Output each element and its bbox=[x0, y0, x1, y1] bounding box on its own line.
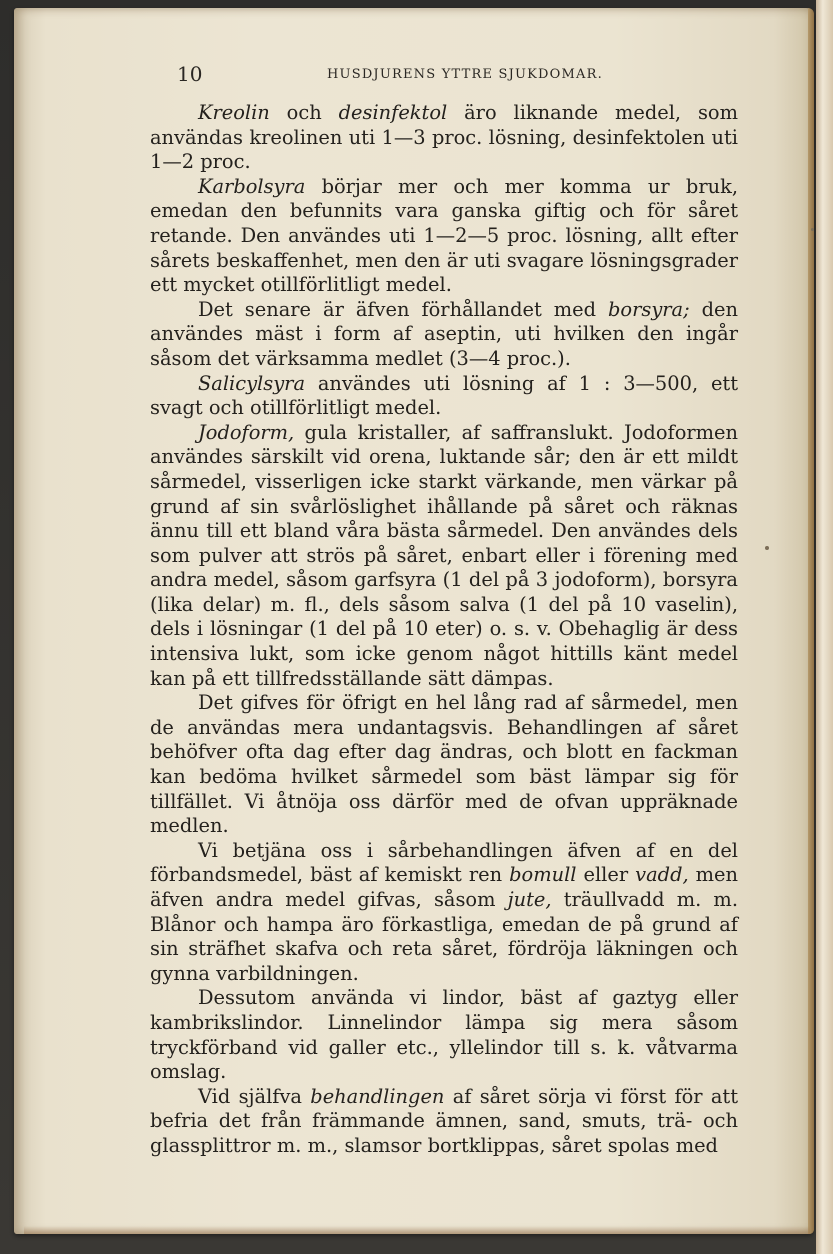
body-text bbox=[150, 101, 738, 1159]
page-edge bbox=[808, 8, 814, 1234]
paragraph-karbolsyra bbox=[150, 175, 738, 298]
term-bomull: bomull bbox=[509, 863, 577, 887]
paragraph-behandlingen bbox=[150, 1085, 738, 1159]
paragraph-forbandsmedel bbox=[150, 839, 738, 987]
text-run: eller bbox=[576, 863, 636, 887]
text-run: äro liknande medel, som användas kreolinen uti 1—3 proc. lösning, desinfektolen uti 1—2 proc. bbox=[150, 101, 738, 174]
term-desinfektol: desinfektol bbox=[338, 101, 448, 124]
paragraph-lindor bbox=[150, 986, 738, 1084]
page-header bbox=[150, 62, 740, 92]
paragraph-sarmedel bbox=[150, 691, 738, 839]
text-run: Vi betjäna oss i sårbehandlingen äfven af en del förbandsmedel, bäst af kemiskt ren bbox=[150, 838, 738, 887]
paragraph-kreolin bbox=[150, 101, 738, 175]
term-jute: jute, bbox=[507, 888, 552, 911]
paragraph-borsyra bbox=[150, 298, 738, 372]
text-run: Det gifves för öfrigt en hel lång rad af sårmedel, men de användas mera undantagsvis. Behandlingen af såret behöfver ofta dag efter dag ändras, och blott en fackman kan bedöma hvilket sårmedel som bäst lämpar sig för tillfället. Vi åtnöja oss därför med de ofvan uppräknade medlen. bbox=[150, 691, 738, 838]
text-run: börjar mer och mer komma ur bruk, emedan den befunnits vara ganska giftig och för såret retande. Den användes uti 1—2—5 proc. lösning, allt efter sårets beskaffenhet, men den är uti svagare lösningsgrader ett mycket otillförlitligt medel. bbox=[150, 174, 738, 297]
text-run: gula kristaller, af saffranslukt. Jodoformen användes särskilt vid orena, luktande sår; den är ett mildt sårmedel, visserligen icke starkt värkande, men värkar på grund af sin svårlöslighet ihållande på såret och räknas ännu till ett bland våra bästa sårmedel. Den användes dels som pulver att strös på såret, enbart eller i förening med andra medel, såsom garfsyra (1 del på 3 jodoform), borsyra (lika delar) m. fl., dels såsom salva (1 del på 10 vaselin), dels i lösningar (1 del på 10 eter) o. s. v. Obehaglig är dess intensiva lukt, som icke genom något hittills känt medel kan på ett tillfredsställande sätt dämpas. bbox=[150, 420, 738, 690]
text-run: träullvadd m. m. Blånor och hampa äro förkastliga, emedan de på grund af sin sträfhet skafva och reta såret, fördröja läkningen och gynna varbildningen. bbox=[150, 888, 738, 985]
running-title: HUSDJURENS YTTRE SJUKDOMAR. bbox=[327, 67, 603, 82]
paragraph-salicylsyra bbox=[150, 372, 738, 421]
text-run: Det senare är äfven förhållandet med bbox=[198, 297, 609, 321]
text-run: den användes mäst i form af aseptin, uti hvilken den ingår såsom det värksamma medlet (3—4 proc.). bbox=[150, 297, 739, 370]
page-bottom-shadow bbox=[24, 1226, 810, 1234]
text-run: användes uti lösning af 1 : 3—500, ett svagt och otillförlitligt medel. bbox=[150, 371, 738, 420]
print-speck bbox=[811, 228, 814, 231]
term-karbolsyra: Karbolsyra bbox=[198, 174, 306, 198]
paragraph-jodoform bbox=[150, 421, 738, 692]
text-run: af såret sörja vi först för att befria det från främmande ämnen, sand, smuts, trä- och glassplittror m. m., slamsor bortklippas, såret spolas med bbox=[150, 1084, 739, 1157]
text-run: Dessutom använda vi lindor, bäst af gaztyg eller kambrikslindor. Linnelindor lämpa sig mera såsom tryckförband vid galler etc., yllelindor till s. k. våtvarma omslag. bbox=[150, 986, 738, 1084]
next-page-edge bbox=[816, 0, 833, 1254]
term-salicylsyra: Salicylsyra bbox=[198, 371, 305, 395]
text-run: och bbox=[269, 101, 339, 124]
page-number: 10 bbox=[177, 62, 203, 86]
term-behandlingen: behandlingen bbox=[310, 1084, 445, 1108]
term-kreolin: Kreolin bbox=[198, 101, 270, 124]
term-borsyra: borsyra; bbox=[608, 297, 690, 321]
text-run: men äfven andra medel gifvas, såsom bbox=[150, 863, 739, 911]
text-run: Vid själfva bbox=[198, 1084, 311, 1108]
term-jodoform: Jodoform, bbox=[198, 420, 295, 444]
print-speck bbox=[765, 546, 769, 550]
term-vadd: vadd, bbox=[635, 863, 689, 887]
